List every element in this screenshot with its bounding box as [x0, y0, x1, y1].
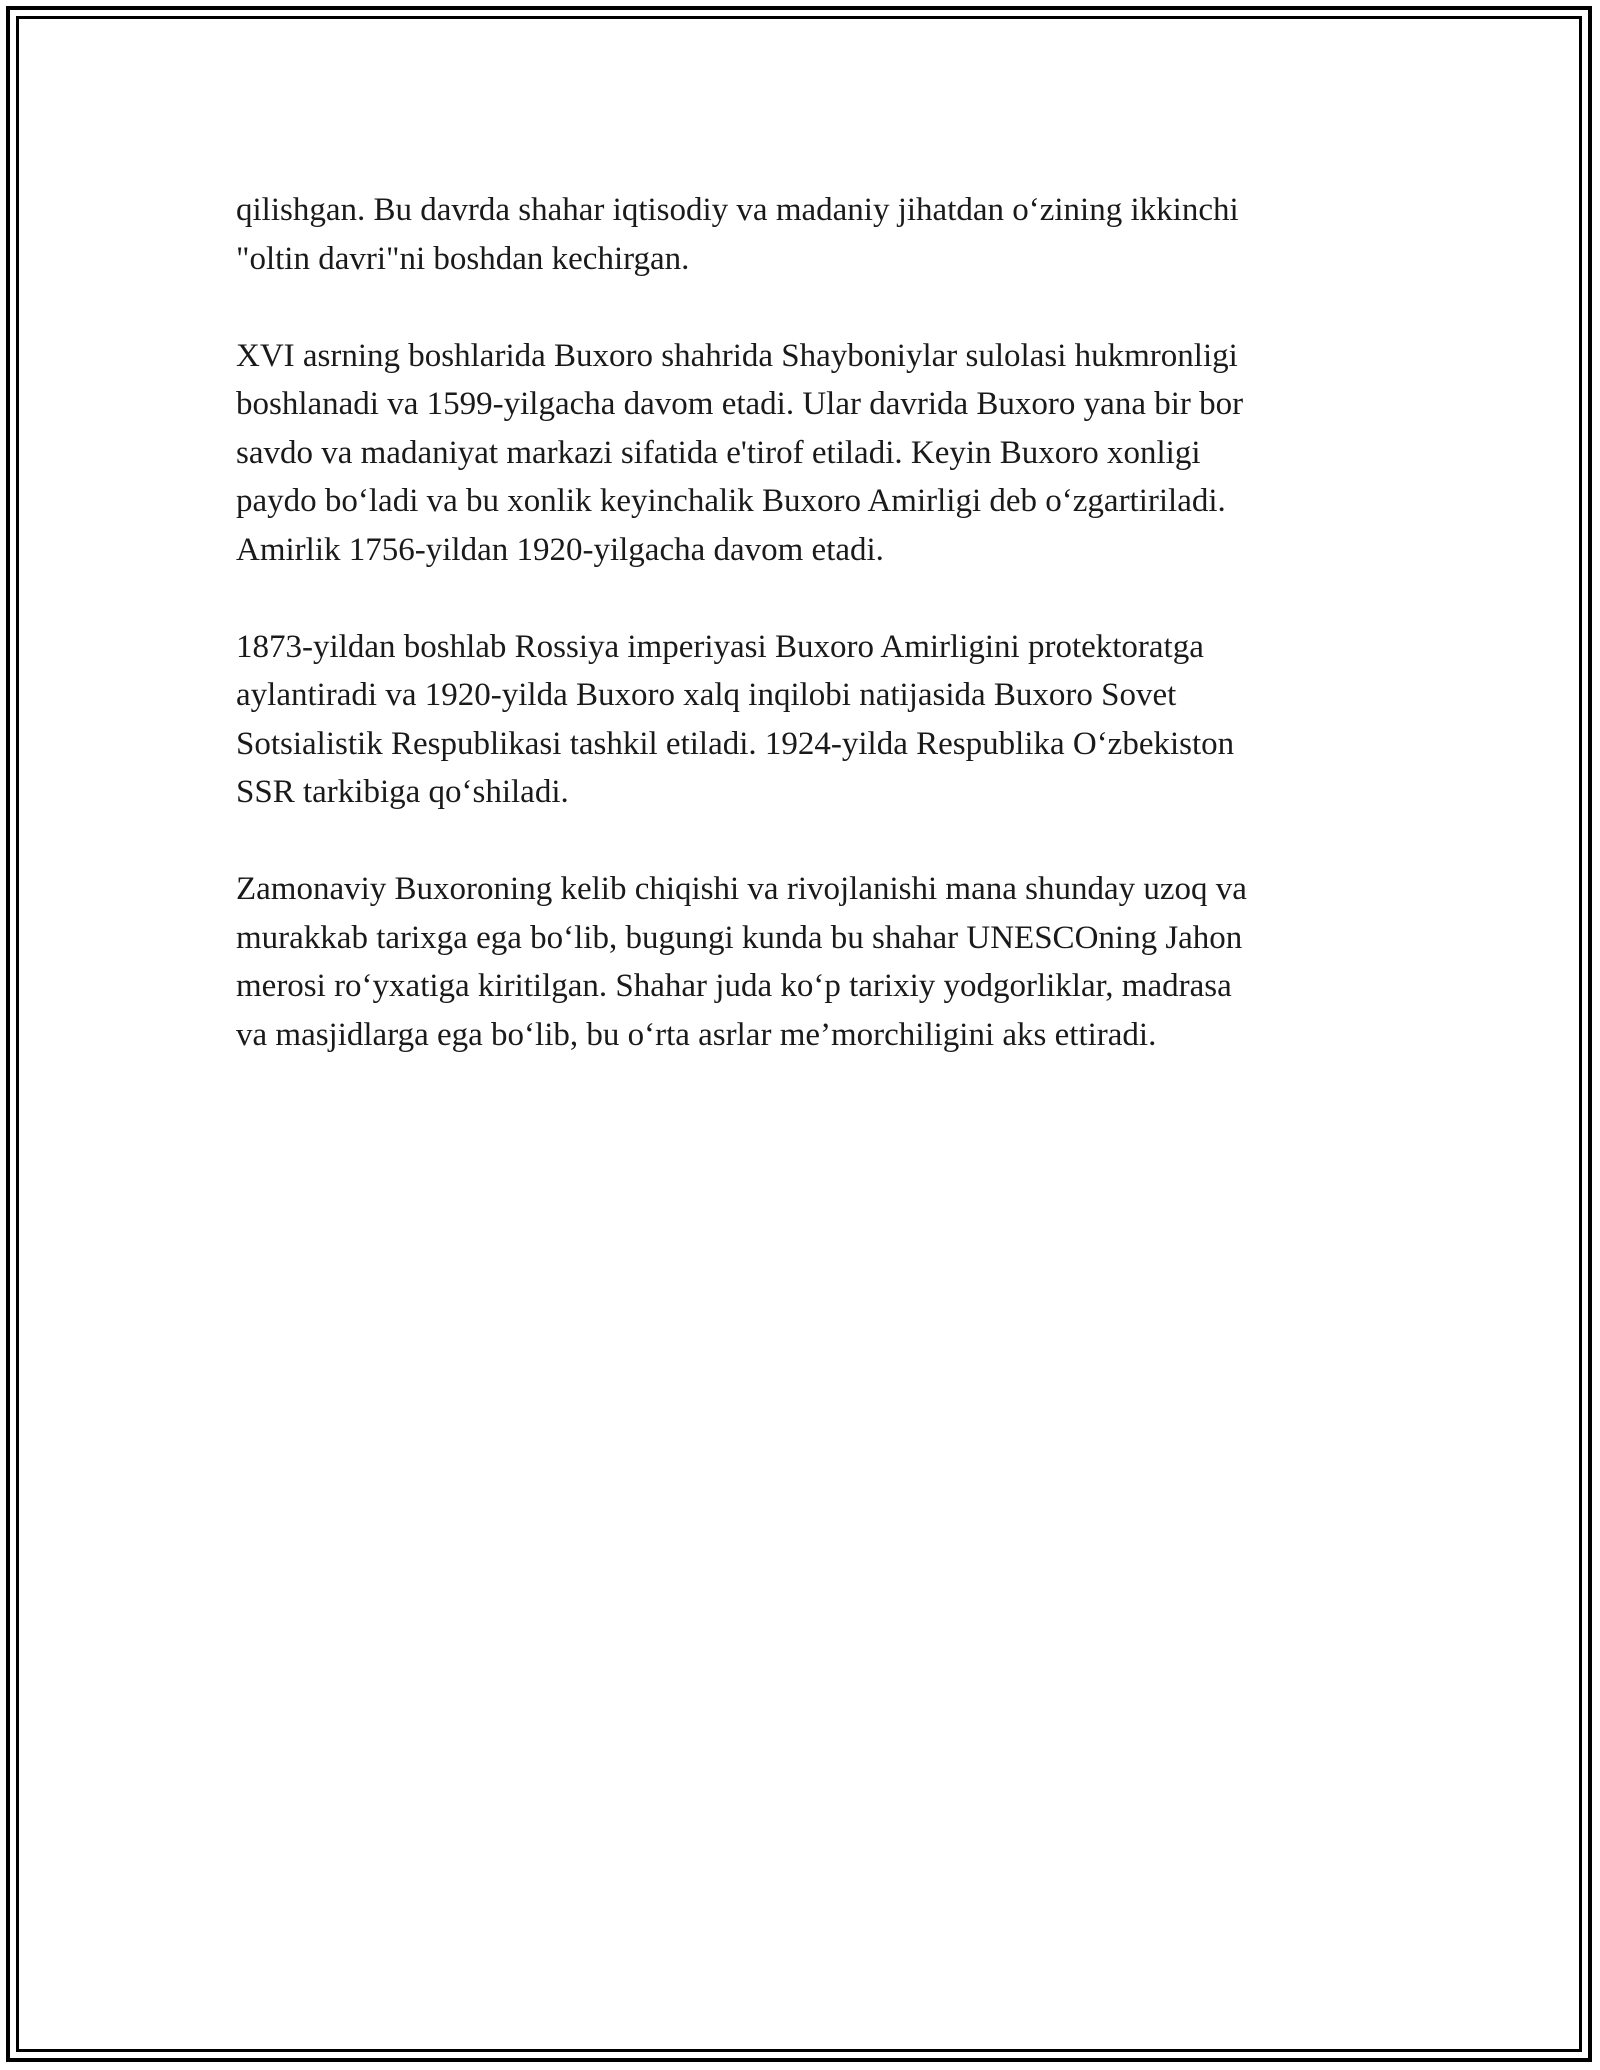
paragraph-shaybanid-dynasty: XVI asrning boshlarida Buxoro shahrida Shayboniylar sulolasi hukmronligi boshlanadi va 1599-yilgacha davom etadi. Ular davrida Buxoro yana bir bor savdo va madaniyat markazi sifatida e'tirof etiladi. Keyin Buxoro xonligi paydo bo‘ladi va bu xonlik keyinchalik Buxoro Amirligi deb o‘zgartiriladi. Amirlik 1756-yildan 1920-yilgacha davom etadi.	[236, 337, 1244, 568]
paragraph-russian-protectorate: 1873-yildan boshlab Rossiya imperiyasi Buxoro Amirligini protektoratga aylantiradi va 1920-yilda Buxoro xalq inqilobi natijasida Buxoro Sovet Sotsialistik Respublikasi tashkil etiladi. 1924-yilda Respublika O‘zbekiston SSR tarkibiga qo‘shiladi.	[236, 628, 1235, 810]
paragraph-modern-bukhara: Zamonaviy Buxoroning kelib chiqishi va rivojlanishi mana shunday uzoq va murakkab tarixga ega bo‘lib, bugungi kunda bu shahar UNESCOning Jahon merosi ro‘yxatiga kiritilgan. Shahar juda ko‘p tarixiy yodgorliklar, madrasa va masjidlarga ega bo‘lib, bu o‘rta asrlar me’morchiligini aks ettiradi.	[236, 871, 1247, 1053]
document-body	[236, 186, 1366, 1108]
paragraph-golden-age: qilishgan. Bu davrda shahar iqtisodiy va madaniy jihatdan o‘zining ikkinchi "oltin davri"ni boshdan kechirgan.	[236, 192, 1239, 277]
